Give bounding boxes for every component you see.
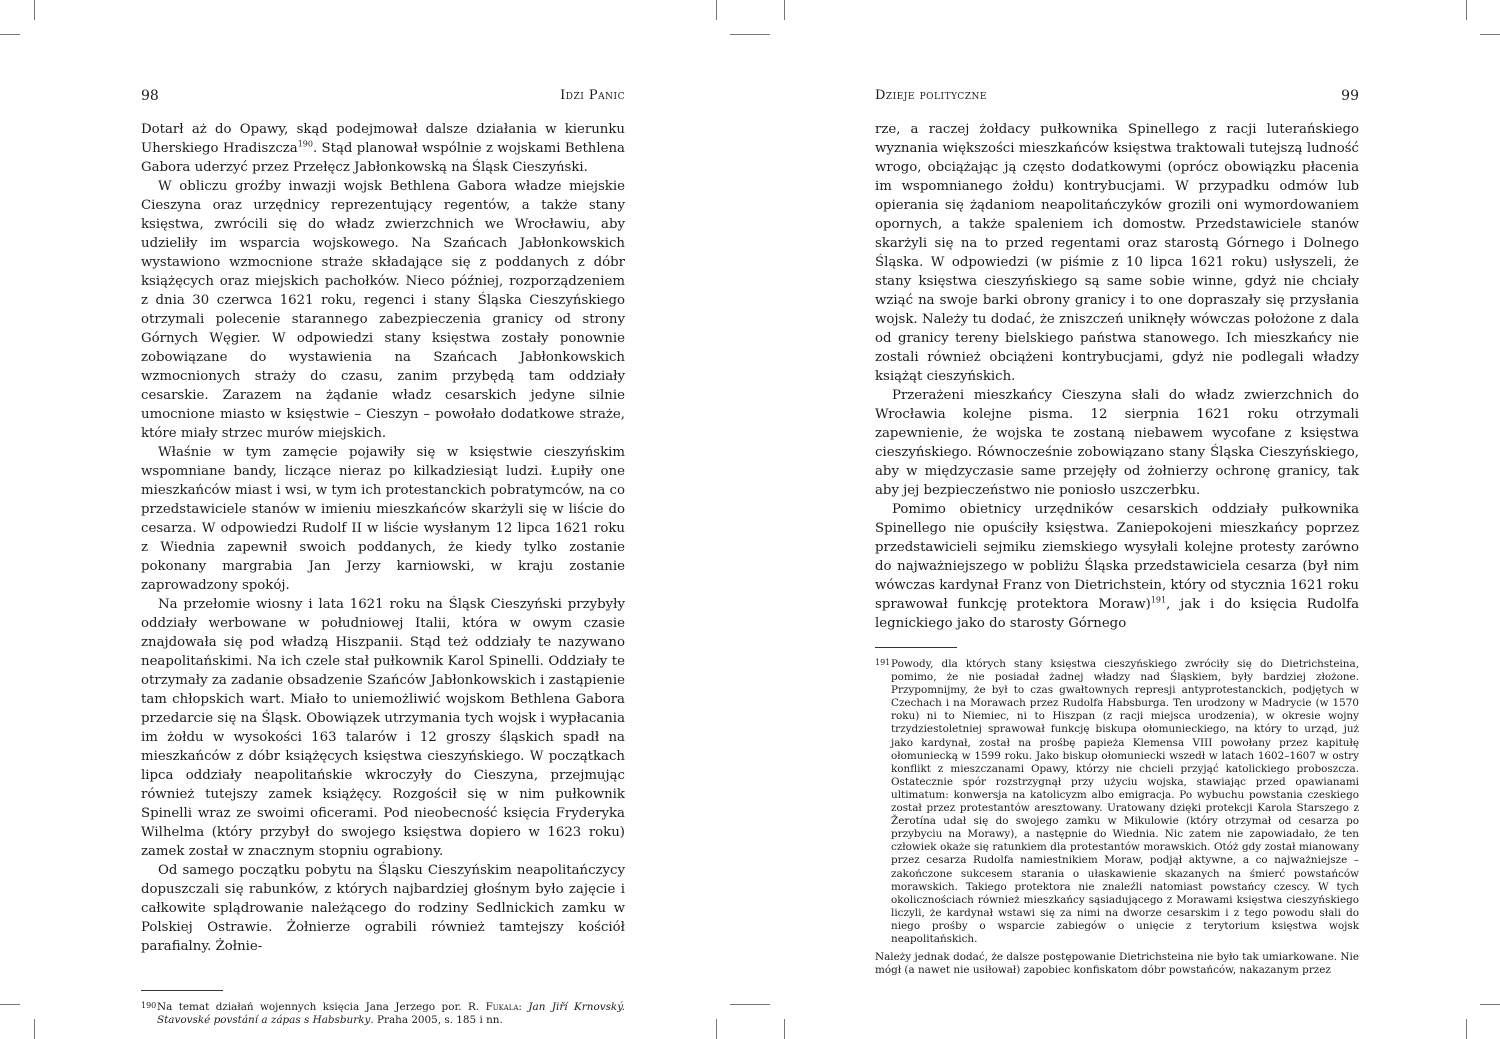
crop-mark bbox=[784, 1019, 785, 1039]
text-run: Na temat działań wojennych księcia Jana Jerzego por. R. bbox=[157, 1001, 486, 1013]
crop-mark bbox=[716, 0, 717, 20]
footnote-ref: 190 bbox=[297, 139, 313, 149]
text-run: Pomimo obietnicy urzędników cesarskich oddziały pułkownika Spinellego nie opuściły księstwa. Zaniepokojeni mieszkańcy poprzez przedstawicieli sejmiku ziemskiego wysyłali kolejne protesty zarówno do najważniejszego w pobliżu Śląska przedstawiciela cesarza (był nim wówczas kardynał Franz von Dietrichstein, który od stycznia 1621 roku sprawował funkcję protektora Moraw) bbox=[875, 502, 1359, 612]
paragraph bbox=[875, 500, 1359, 633]
footnote bbox=[875, 656, 1359, 946]
crop-mark bbox=[1466, 0, 1467, 20]
text-run: Powody, dla których stany księstwa cieszyńskiego zwróciły się do Dietrichsteina, pomimo, że nie posiadał żadnej władzy nad Śląskiem, były bardziej złożone. Przypomnijmy, że był to czas gwałtownych represji antyprotestanckich, podjętych w Czechach i na Morawach przez Rudolfa Habsburga. Ten urodzony w Madrycie (w 1570 roku) ni to Niemiec, ni to Hiszpan (z racji miejsca urodzenia), w okresie wojny trzydziestoletniej sprawował funkcję biskupa ołomunieckiego, na który to urząd, już jako kardynał, został na prośbę papieża Klemensa VIII powołany przez kapitułę ołomuniecką w 1599 roku. Jako biskup ołomuniecki wszedł w latach 1602–1607 w ostry konflikt z mieszczanami Opawy, którzy nie chcieli przyjąć katolickiego proboszcza. Ostatecznie spór rozstrzygnął przy użyciu wojska, stawiając przed opawianami ultimatum: konwersja na katolicyzm albo emigracja. Po wybuchu powstania czeskiego został przez protestantów aresztowany. Uratowany dzięki protekcji Karola Starszego z Žerotína udał się do swojego zamku w Mikulowie (który otrzymał od cesarza po przybyciu na Morawy), a następnie do Wiednia. Nic zatem nie zapowiadało, że ten człowiek okaże się ratunkiem dla protestantów morawskich. Otóż gdy został mianowany przez cesarza Rudolfa namiestnikiem Moraw, podjął aktywne, a co najważniejsze – zakończone sukcesem starania o ułaskawienie skazanych na śmierć powstańców morawskich. Takiego protektora nie znaleźli natomiast powstańcy czescy. W tych okolicznościach również mieszkańcy sąsiadującego z Morawami księstwa cieszyńskiego liczyli, że kardynał wstawi się za nimi na dworze cesarskim i z tego powodu słali do niego prośby o wsparcie zabiegów o unięcie z terytorium księstwa wojsk neapolitańskich. bbox=[891, 658, 1359, 945]
paragraph bbox=[141, 177, 625, 443]
right-page bbox=[875, 86, 1359, 977]
paragraph bbox=[875, 386, 1359, 500]
paragraph bbox=[141, 595, 625, 861]
crop-mark bbox=[0, 34, 20, 35]
footnote-number: 190 bbox=[141, 1001, 157, 1010]
text-run: : bbox=[518, 1001, 529, 1013]
italic-text: Jan Jiří Krnovský. Stavovské povstání a zápas s Habsburky bbox=[157, 1001, 626, 1027]
text-run: W obliczu groźby inwazji wojsk Bethlena Gabora władze miejskie Cieszyna oraz urzędnicy reprezentujący regentów, a także stany księstwa, zwrócili się do władz zwierzchnich we Wrocławiu, aby udzieliły im wsparcia wojskowego. Na Szańcach Jabłonkowskich wystawiono wzmocnione straże składające się z poddanych z dóbr książęcych oraz miejskich pachołków. Nieco później, rozporządzeniem z dnia 30 czerwca 1621 roku, regenci i stany Śląska Cieszyńskiego otrzymali polecenie starannego zabezpieczenia granicy od strony Górnych Węgier. W odpowiedzi stany księstwa zostały ponownie zobowiązane do wystawienia na Szańcach Jabłonkowskich wzmocnionych straży do czasu, zanim przybędą tam oddziały cesarskie. Zarazem na żądanie władz cesarskich jedyne silnie umocnione miasto w księstwie – Cieszyn – powołało dodatkowe straże, które miały strzec murów miejskich. bbox=[141, 179, 625, 441]
crop-mark bbox=[784, 0, 785, 20]
author-name: Fukala bbox=[485, 1001, 519, 1013]
text-run: . Praha 2005, s. 185 i nn. bbox=[370, 1014, 503, 1027]
text-run: Przerażeni mieszkańcy Cieszyna słali do władz zwierzchnich do Wrocławia kolejne pisma. 12 sierpnia 1621 roku otrzymali zapewnienie, że wojska te zostaną niebawem wycofane z księstwa cieszyńskiego. Równocześnie zobowiązano stany Śląska Cieszyńskiego, aby w międzyczasie same przejęły od żołnierzy ochronę granicy, tak aby jej bezpieczeństwo nie poniosło uszczerbku. bbox=[875, 388, 1359, 498]
paragraph bbox=[141, 861, 625, 956]
left-page bbox=[141, 86, 625, 1027]
footnote bbox=[141, 999, 625, 1027]
footnote-continuation: Należy jednak dodać, że dalsze postępowanie Dietrichsteina nie było tak umiarkowane. Nie mógł (a nawet nie usiłował) zapobiec konfiskatom dóbr powstańców, nakazanym przez bbox=[875, 951, 1359, 977]
footnotes bbox=[141, 999, 625, 1027]
page-number: 98 bbox=[141, 88, 159, 104]
footnote-rule bbox=[141, 990, 223, 991]
body-text bbox=[875, 120, 1359, 633]
paragraph bbox=[141, 120, 625, 177]
running-head bbox=[875, 86, 1359, 106]
text-run: . Stąd planował wspólnie z wojskami Bethlena Gabora uderzyć przez Przełęcz Jabłonkowską na Śląsk Cieszyński. bbox=[141, 141, 625, 175]
crop-mark bbox=[1466, 1019, 1467, 1039]
body-text bbox=[141, 120, 625, 956]
running-head-title: Dzieje polityczne bbox=[875, 88, 987, 103]
paragraph bbox=[875, 120, 1359, 386]
footnotes bbox=[875, 656, 1359, 946]
running-head-title: Idzi Panic bbox=[560, 88, 625, 103]
crop-mark bbox=[34, 0, 35, 20]
text-run: Od samego początku pobytu na Śląsku Cieszyńskim neapolitańczycy dopuszczali się rabunków, z których najbardziej głośnym było zajęcie i całkowite splądrowanie należącego do rodziny Sedlnickich zamku w Polskiej Ostrawie. Żołnierze ograbili również tamtejszy kościół parafialny. Żołnie- bbox=[141, 863, 625, 954]
text-run: rze, a raczej żołdacy pułkownika Spinellego z racji luterańskiego wyznania większości mieszkańców księstwa traktowali tutejszą ludność wrogo, obciążając ją często dodatkowymi (oprócz obowiązku płacenia im wspomnianego żołdu) kontrybucjami. W przypadku odmów lub opierania się żądaniom neapolitańczyków grozili oni wymordowaniem opornych, a także spaleniem ich domostw. Przedstawiciele stanów skarżyli się na to przed regentami oraz starostą Górnego i Dolnego Śląska. W odpowiedzi (w piśmie z 10 lipca 1621 roku) usłyszeli, że stany księstwa cieszyńskiego są same sobie winne, gdyż nie chciały wziąć na swoje barki obrony granicy i to one dopraszały się przysłania wojsk. Należy tu dodać, że zniszczeń uniknęły wówczas położone z dala od granicy tereny bielskiego państwa stanowego. Ich mieszkańcy nie zostali również obciążeni kontrybucjami, gdyż nie podlegali władzy książąt cieszyńskich. bbox=[875, 122, 1359, 384]
crop-mark bbox=[1480, 1004, 1500, 1005]
text-run: Właśnie w tym zamęcie pojawiły się w księstwie cieszyńskim wspomniane bandy, liczące nieraz po kilkadziesiąt ludzi. Łupiły one mieszkańców miast i wsi, w tym ich protestanckich pobratymców, na co przedstawiciele stanów w imieniu mieszkańców skarżyli się w liście do cesarza. W odpowiedzi Rudolf II w liście wysłanym 12 lipca 1621 roku z Wiednia zapewnił swoich poddanych, że kiedy tylko zostanie pokonany margrabia Jan Jerzy karniowski, w kraju zostanie zaprowadzony spokój. bbox=[141, 445, 625, 593]
crop-mark bbox=[34, 1019, 35, 1039]
crop-mark bbox=[730, 1004, 770, 1005]
footnote-number: 191 bbox=[875, 658, 891, 667]
footnote-rule bbox=[875, 647, 957, 648]
text-run: , jak i do księcia Rudolfa legnickiego jako do starosty Górnego bbox=[875, 597, 1359, 631]
crop-mark bbox=[716, 1019, 717, 1039]
paragraph bbox=[141, 443, 625, 595]
crop-mark bbox=[730, 34, 770, 35]
crop-mark bbox=[1480, 34, 1500, 35]
text-run: Dotarł aż do Opawy, skąd podejmował dalsze działania w kierunku Uherskiego Hradiszcza bbox=[141, 122, 625, 156]
footnote-ref: 191 bbox=[1150, 595, 1167, 605]
text-run: Na przełomie wiosny i lata 1621 roku na Śląsk Cieszyński przybyły oddziały werbowane w południowej Italii, która w owym czasie znajdowała się pod władzą Hiszpanii. Stąd też oddziały te nazywano neapolitańskimi. Na ich czele stał pułkownik Karol Spinelli. Oddziały te otrzymały za zadanie obsadzenie Szańców Jabłonkowskich i zastąpienie tam chłopskich wart. Miało to uniemożliwić wojskom Bethlena Gabora przedarcie się na Śląsk. Obowiązek utrzymania tych wojsk i wypłacania im żołdu w wysokości 163 talarów i 12 groszy śląskich spadł na mieszkańców z dóbr książęcych księstwa cieszyńskiego. W początkach lipca oddziały neapolitańskie wkroczyły do Cieszyna, przejmując również tutejszy zamek książęcy. Rozgościł się w nim pułkownik Spinelli wraz ze swoimi oficerami. Pod nieobecność księcia Fryderyka Wilhelma (który przybył do swojego księstwa dopiero w 1623 roku) zamek został w znacznym stopniu ograbiony. bbox=[141, 597, 625, 859]
running-head bbox=[141, 86, 625, 106]
crop-mark bbox=[0, 1004, 20, 1005]
page-number: 99 bbox=[1341, 88, 1359, 104]
